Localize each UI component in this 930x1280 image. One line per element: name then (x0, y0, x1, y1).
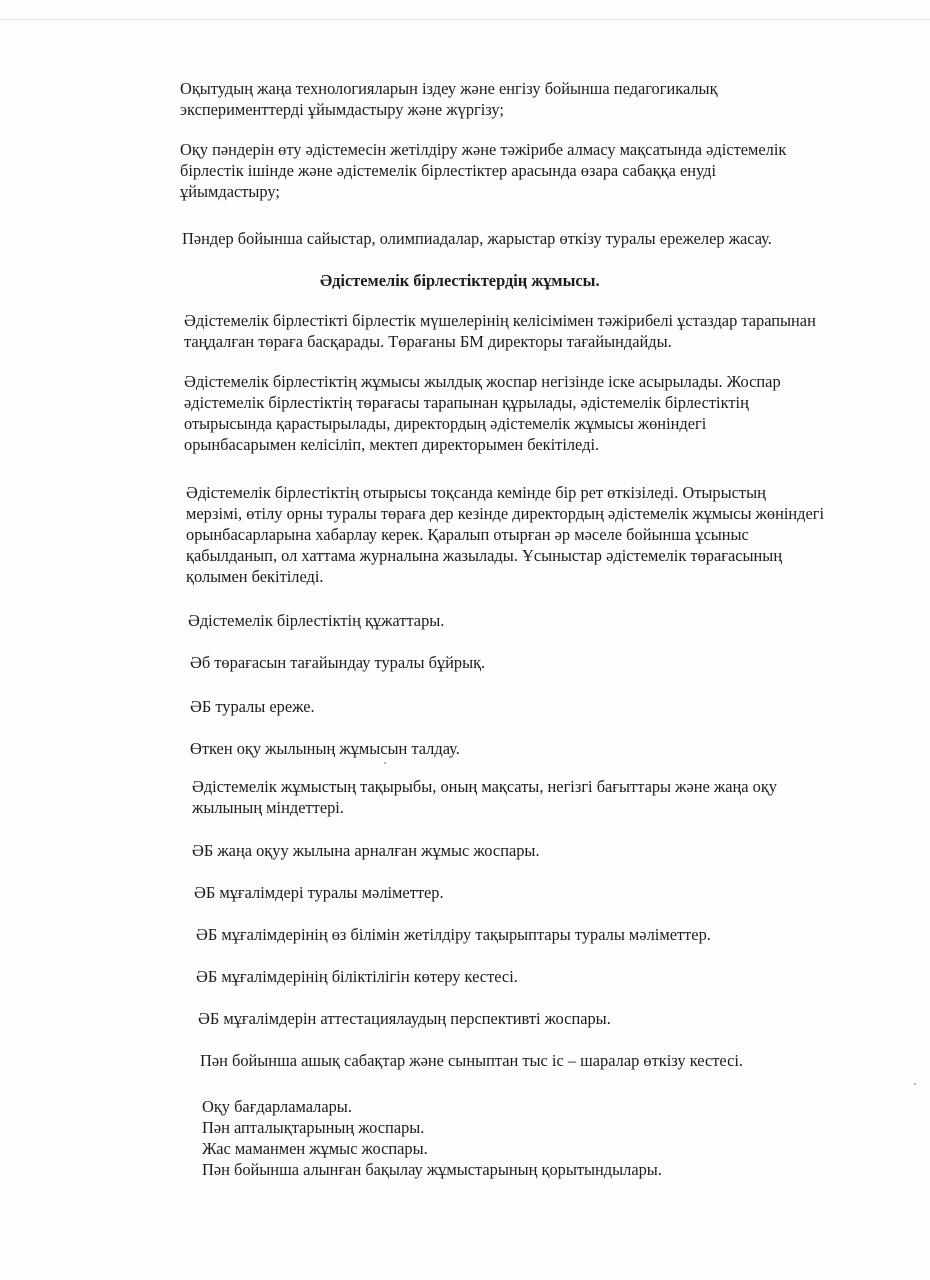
documents-list-item (190, 696, 315, 717)
text-line: Оқу пәндерін өту әдістемесін жетілдіру және тәжірибе алмасу мақсатында әдістемелік (180, 140, 787, 159)
text-line: Әб төрағасын тағайындау туралы бұйрық. (190, 653, 486, 672)
final-list-line: Пән апталықтарының жоспары. (202, 1118, 425, 1137)
section-heading: Әдістемелік бірлестіктердің жұмысы. (320, 271, 600, 290)
final-list (202, 1096, 662, 1180)
text-line: Әдістемелік бірлестіктің құжаттары. (188, 611, 445, 630)
text-line: ӘБ мұғалімдері туралы мәліметтер. (194, 883, 444, 902)
intro-paragraph (180, 139, 786, 202)
documents-list-item (190, 652, 485, 673)
intro-paragraph (180, 78, 718, 120)
text-line: ұйымдастыру; (180, 182, 280, 201)
final-list-line: Пән бойынша алынған бақылау жұмыстарының қорытындылары. (202, 1160, 662, 1179)
body-paragraph (184, 371, 781, 455)
text-line: жылының міндеттері. (192, 798, 344, 817)
text-line: қабылданып, ол хаттама журналына жазылады. Ұсыныстар әдістемелік төрағасының (186, 546, 783, 565)
text-line: ӘБ мұғалімдерінің біліктілігін көтеру кестесі. (196, 967, 518, 986)
text-line: Пәндер бойынша сайыстар, олимпиадалар, жарыстар өткізу туралы ережелер жасау. (182, 229, 772, 248)
text-line: Әдістемелік бірлестікті бірлестік мүшелерінің келісімімен тәжірибелі ұстаздар тарапынан (184, 311, 816, 330)
text-line: ӘБ жаңа оқуу жылына арналған жұмыс жоспары. (192, 841, 540, 860)
text-line: Оқытудың жаңа технологияларын іздеу және енгізу бойынша педагогикалық (180, 79, 718, 98)
text-line: Әдістемелік жұмыстың тақырыбы, оның мақсаты, негізгі бағыттары және жаңа оқу (192, 777, 777, 796)
body-paragraph (186, 482, 824, 587)
documents-list-item (196, 966, 518, 987)
final-list-line: Жас маманмен жұмыс жоспары. (202, 1139, 428, 1158)
final-list-line: Оқу бағдарламалары. (202, 1097, 352, 1116)
text-line: Әдістемелік бірлестіктің жұмысы жылдық жоспар негізінде іске асырылады. Жоспар (184, 372, 781, 391)
text-line: орынбасарымен келісіліп, мектеп директорымен бекітіледі. (184, 435, 600, 454)
documents-list-item (196, 924, 711, 945)
text-line: таңдалған төраға басқарады. Төрағаны БМ директоры тағайындайды. (184, 332, 672, 351)
documents-list-item (194, 882, 444, 903)
documents-list-item (192, 840, 540, 861)
text-line: орынбасарларына хабарлау керек. Қаралып отырған әр мәселе бойынша ұсыныс (186, 525, 749, 544)
text-line: бірлестік ішінде және әдістемелік бірлестіктер арасында өзара сабаққа енуді (180, 161, 717, 180)
body-paragraph (184, 310, 816, 352)
documents-list-item (198, 1008, 611, 1029)
text-line: Пән бойынша ашық сабақтар және сыныптан тыс іс – шаралар өткізу кестесі. (200, 1051, 743, 1070)
documents-list-item (190, 738, 460, 759)
text-line: Өткен оқу жылының жұмысын талдау. (190, 739, 460, 758)
text-line: ӘБ мұғалімдерін аттестациялаудың перспективті жоспары. (198, 1009, 611, 1028)
text-line: отырысында қарастырылады, директордың әдістемелік жұмысы жөніндегі (184, 414, 707, 433)
text-line: мерзімі, өтілу орны туралы төраға дер кезінде директордың әдістемелік жұмысы жөніндегі (186, 504, 825, 523)
text-line: эксперименттерді ұйымдастыру және жүргізу; (180, 100, 504, 119)
text-line: ӘБ мұғалімдерінің өз білімін жетілдіру тақырыптары туралы мәліметтер. (196, 925, 711, 944)
documents-list-item (200, 1050, 743, 1071)
text-line: ӘБ туралы ереже. (190, 697, 315, 716)
intro-paragraph (182, 228, 772, 249)
text-line: Әдістемелік бірлестіктің отырысы тоқсанда кемінде бір рет өткізіледі. Отырыстың (186, 483, 766, 502)
text-line: әдістемелік бірлестіктің төрағасы тарапынан құрылады, әдістемелік бірлестіктің (184, 393, 749, 412)
documents-list-item (192, 776, 777, 818)
text-line: қолымен бекітіледі. (186, 567, 324, 586)
documents-list-item (188, 610, 444, 631)
